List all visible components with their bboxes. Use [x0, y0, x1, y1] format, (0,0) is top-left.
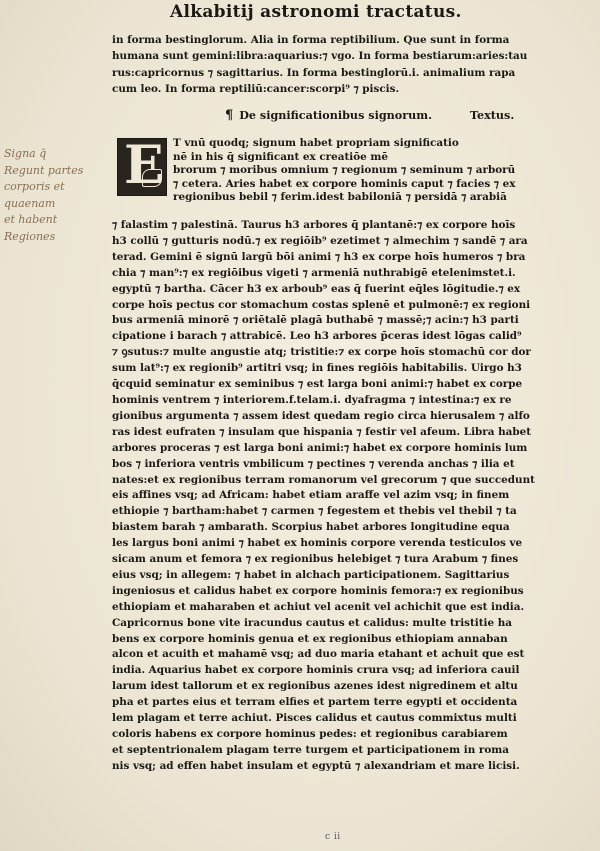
text-line: biastem barah ⁊ ambarath. Scorpius habet arbores longitudine equa: [112, 521, 510, 534]
intro-line: in forma bestinglorum. Alia in forma reptibilium. Que sunt in forma: [112, 34, 510, 46]
text-line: brorum ⁊ moribus omnium ⁊ regionum ⁊ seminum ⁊ arborū: [173, 164, 516, 177]
text-line: eis affines vsq; ad Africam: habet etiam araffe vel azim vsq; in finem: [112, 489, 510, 502]
intro-line: rus:capricornus ⁊ sagittarius. In forma bestinglorū.i. animalium rapa: [112, 66, 516, 79]
text-line: nates:et ex regionibus terram romanorum vel grecorum ⁊ que succedunt: [112, 473, 535, 486]
text-line: ethiopiam et maharaben et achiut vel acenit vel achichit que est india.: [112, 600, 525, 613]
text-line: ⁊ cetera. Aries habet ex corpore hominis caput ⁊ facies ⁊ ex: [173, 177, 516, 190]
section-label: Textus.: [469, 108, 515, 122]
running-head: Alkabitij astronomi tractatus.: [170, 2, 462, 22]
text-line: h3 collū ⁊ gutturis nodū.⁊ ex regiōib⁹ ezetimet ⁊ almechim ⁊ sandē ⁊ ara: [112, 234, 528, 247]
text-line: regionibus bebil ⁊ ferim.idest babiloniā ⁊ persidā ⁊ arabiā: [173, 191, 507, 204]
pilcrow-icon: ¶: [225, 108, 234, 123]
text-line: gionibus argumenta ⁊ assem idest quedam regio circa hierusalem ⁊ alfo: [112, 409, 530, 422]
text-line: ⁊ falastim ⁊ palestinā. Taurus h3 arbores q̄ plantanē:⁊ ex corpore hoīs: [112, 219, 516, 231]
text-line: alcon et acuith et mahamē vsq; ad duo maria etahant et achuit que est: [112, 648, 525, 661]
signature-mark: c ii: [325, 832, 341, 842]
text-line: ⁊ ꝯsutus:⁊ multe angustie atq; tristitie:⁊ ex corpe hoīs stomachū cor dor: [112, 346, 531, 359]
text-line: egyptū ⁊ bartha. Cācer h3 ex arboub⁹ eas q̄ fuerint eq̄les lōgitudie.⁊ ex: [112, 282, 521, 295]
margin-note-line: corporis et: [4, 180, 65, 193]
text-line: Capricornus bone vite iracundus cautus et calidus: multe tristitie ha: [112, 616, 513, 629]
margin-note-line: quaenam: [4, 196, 56, 210]
section-heading: [225, 108, 575, 123]
text-line: eius vsq; in allegem: ⁊ habet in alchach participationem. Sagittarius: [112, 568, 510, 581]
text-line: india. Aquarius habet ex corpore hominis crura vsq; ad inferiora cauil: [112, 664, 520, 677]
text-line: ingeniosus et calidus habet ex corpore hominis femora:⁊ ex regionibus: [112, 584, 524, 597]
text-line: ras idest eufraten ⁊ insulam que hispania ⁊ festir vel afeum. Libra habet: [112, 425, 532, 438]
text-line: q̄cquid seminatur ex seminibus ⁊ est larga boni animi:⁊ habet ex corpe: [112, 378, 523, 391]
margin-note-line: Regunt partes: [4, 163, 84, 177]
text-line: les largus boni animi ⁊ habet ex hominis corpore verenda testiculos ve: [112, 537, 523, 550]
decorated-initial: [117, 135, 167, 196]
text-line: terad. Gemini ē signū largū bōi animi ⁊ h3 ex corpe hoīs humeros ⁊ bra: [112, 250, 526, 263]
margin-note-line: Regiones: [4, 229, 56, 243]
intro-line: humana sunt gemini:libra:aquarius:⁊ vgo. In forma bestiarum:aries:tau: [112, 50, 528, 63]
intro-line: cum leo. In forma reptiliū:cancer:scorpi⁹ ⁊ piscis.: [112, 82, 400, 95]
ornament-icon: [142, 169, 162, 187]
first-paragraph-block: [173, 137, 573, 205]
intro-paragraph: [112, 32, 567, 97]
text-line: T vnū quodq; signum habet propriam significatio: [173, 137, 459, 149]
handwritten-margin-note: [4, 146, 114, 245]
main-text-column: [112, 218, 577, 775]
text-line: sicam anum et femora ⁊ ex regionibus helebiget ⁊ tura Arabum ⁊ fines: [112, 553, 519, 566]
text-line: nis vsq; ad effen habet insulam et egyptū ⁊ alexandriam et mare licisi.: [112, 759, 520, 772]
initial-letter: E: [124, 135, 164, 196]
text-line: sum lat⁹:⁊ ex regionib⁹ artitri vsq; in fines regiōis habitabilis. Uirgo h3: [112, 362, 522, 375]
text-line: et septentrionalem plagam terre turgem et participationem in roma: [112, 743, 510, 756]
text-line: bus armeniā minorē ⁊ oriētalē plagā buthabē ⁊ massē;⁊ acin:⁊ h3 parti: [112, 314, 519, 327]
text-line: bens ex corpore hominis genua et ex regionibus ethiopiam annaban: [112, 632, 508, 645]
text-line: cipatione i barach ⁊ attrabicē. Leo h3 arbores p̄ceras idest lōgas calid⁹: [112, 330, 522, 343]
text-line: larum idest tallorum et ex regionibus azenes idest nigredinem et altu: [112, 680, 518, 693]
text-line: nē in his q̄ significant ex creatiōe mē: [173, 150, 388, 163]
text-line: bos ⁊ inferiora ventris vmbilicum ⁊ pectines ⁊ verenda anchas ⁊ ilia et: [112, 457, 515, 470]
text-line: hominis ventrem ⁊ interiorem.f.telam.i. dyafragma ⁊ intestina:⁊ ex re: [112, 393, 512, 406]
text-line: corpe hoīs pectus cor stomachum costas splenē et pulmonē:⁊ ex regioni: [112, 298, 531, 311]
text-line: chia ⁊ man⁹:⁊ ex regiōibus vigeti ⁊ armeniā nuthrabigē etelenimstet.i.: [112, 266, 516, 279]
margin-note-line: Signa q̄: [4, 147, 47, 160]
section-title: De significationibus signorum.: [239, 108, 432, 122]
text-line: coloris habens ex corpore hominus pedes: et regionibus carabiarem: [112, 728, 508, 740]
margin-note-line: et habent: [4, 213, 58, 226]
text-line: arbores proceras ⁊ est larga boni animi:⁊ habet ex corpore hominis lum: [112, 441, 528, 454]
text-line: pha et partes eius et terram elfies et partem terre egypti et occidenta: [112, 696, 518, 709]
text-line: lem plagam et terre achiut. Pisces calidus et cautus commixtus multi: [112, 712, 517, 725]
text-line: ethiopie ⁊ bartham:habet ⁊ carmen ⁊ fegestem et thebis vel thebil ⁊ ta: [112, 505, 517, 518]
